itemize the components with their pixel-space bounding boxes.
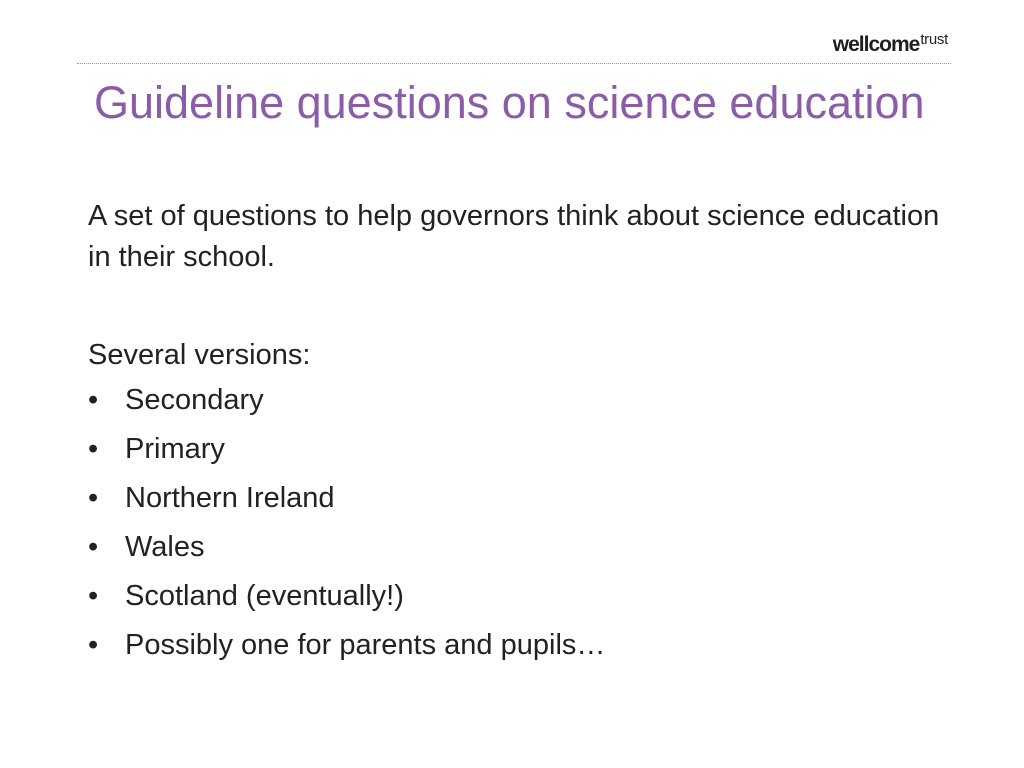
list-item-text: Scotland (eventually!) <box>125 580 404 612</box>
list-item <box>88 425 958 474</box>
bullet-icon: • <box>88 433 99 465</box>
list-item <box>88 621 958 670</box>
list-item-text: Wales <box>125 531 205 563</box>
intro-paragraph: A set of questions to help governors think about science education in their school. <box>88 200 940 273</box>
list-item <box>88 376 958 425</box>
list-item <box>88 474 958 523</box>
list-item <box>88 523 958 572</box>
list-item-text: Possibly one for parents and pupils… <box>125 629 606 661</box>
versions-heading: Several versions: <box>88 339 311 371</box>
logo-subword: trust <box>920 31 948 48</box>
bullet-icon: • <box>88 531 99 563</box>
logo-wordmark: wellcome <box>832 33 920 56</box>
slide-body <box>88 196 958 670</box>
list-item <box>88 572 958 621</box>
slide-title: Guideline questions on science education <box>94 77 925 128</box>
list-item-text: Secondary <box>125 384 264 416</box>
list-item-text: Northern Ireland <box>125 482 335 514</box>
versions-list <box>88 376 958 670</box>
bullet-icon: • <box>88 482 99 514</box>
header-divider <box>77 63 951 64</box>
bullet-icon: • <box>88 629 99 661</box>
bullet-icon: • <box>88 580 99 612</box>
list-item-text: Primary <box>125 433 225 465</box>
bullet-icon: • <box>88 384 99 416</box>
wellcome-trust-logo <box>832 31 948 56</box>
